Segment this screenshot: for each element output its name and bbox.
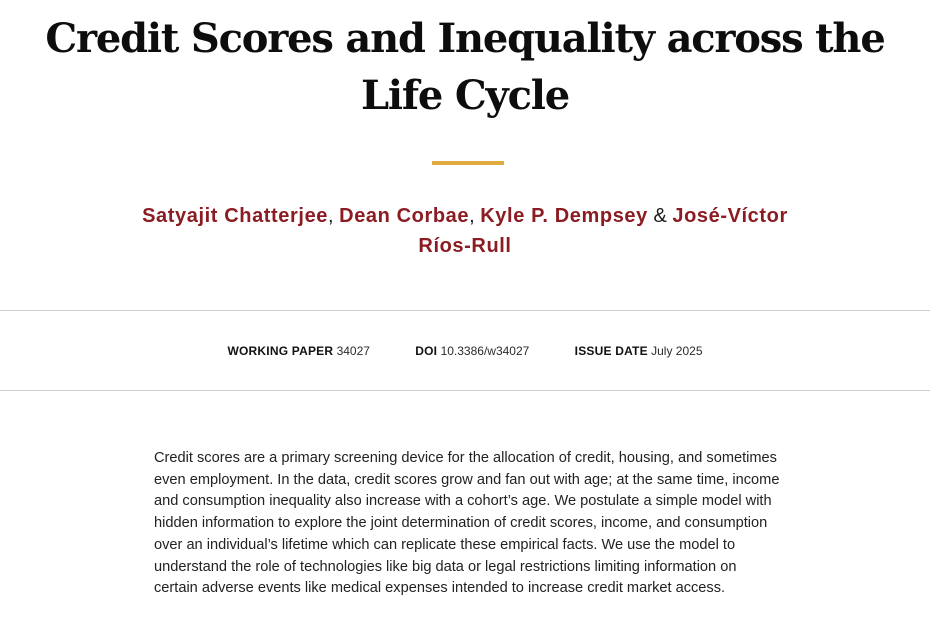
- title-accent-divider: [432, 161, 504, 165]
- author-list: [140, 201, 790, 261]
- doi-value: 10.3386/w34027: [440, 344, 530, 358]
- doi: [415, 343, 529, 359]
- abstract-text: Credit scores are a primary screening device for the allocation of credit, housing, and sometimes even employment. In the data, credit scores grow and fan out with age; at the same time, income and consumption inequality also increase with a cohort’s age. We postulate a simple model with hidden information to explore the joint determination of credit scores, income, and consumption over an individual’s lifetime which can replicate these empirical facts. We use the model to understand the role of technologies like big data or legal restrictions limiting information on certain adverse events like medical expenses intended to increase credit market access.: [154, 450, 780, 597]
- author-link-chatterjee[interactable]: Satyajit Chatterjee: [142, 205, 329, 227]
- doi-label: DOI: [415, 344, 438, 358]
- paper-title: Credit Scores and Inequality across the Life Cycle: [45, 15, 885, 119]
- author-separator: ,: [328, 205, 340, 227]
- issue-date-label: ISSUE DATE: [574, 344, 648, 358]
- working-paper-label: WORKING PAPER: [227, 344, 334, 358]
- author-separator: ,: [469, 205, 481, 227]
- working-paper-number: [228, 343, 370, 359]
- author-link-dempsey[interactable]: Kyle P. Dempsey: [480, 205, 648, 227]
- working-paper-value: 34027: [336, 344, 370, 358]
- author-link-corbae[interactable]: Dean Corbae: [339, 205, 470, 227]
- paper-metadata-band: [0, 310, 930, 391]
- author-separator: &: [647, 205, 673, 227]
- issue-date: [575, 343, 703, 359]
- paper-metadata-row: [0, 343, 930, 359]
- issue-date-value: July 2025: [651, 344, 703, 358]
- author-link-rios-rull[interactable]: José-Víctor Ríos-Rull: [418, 205, 788, 257]
